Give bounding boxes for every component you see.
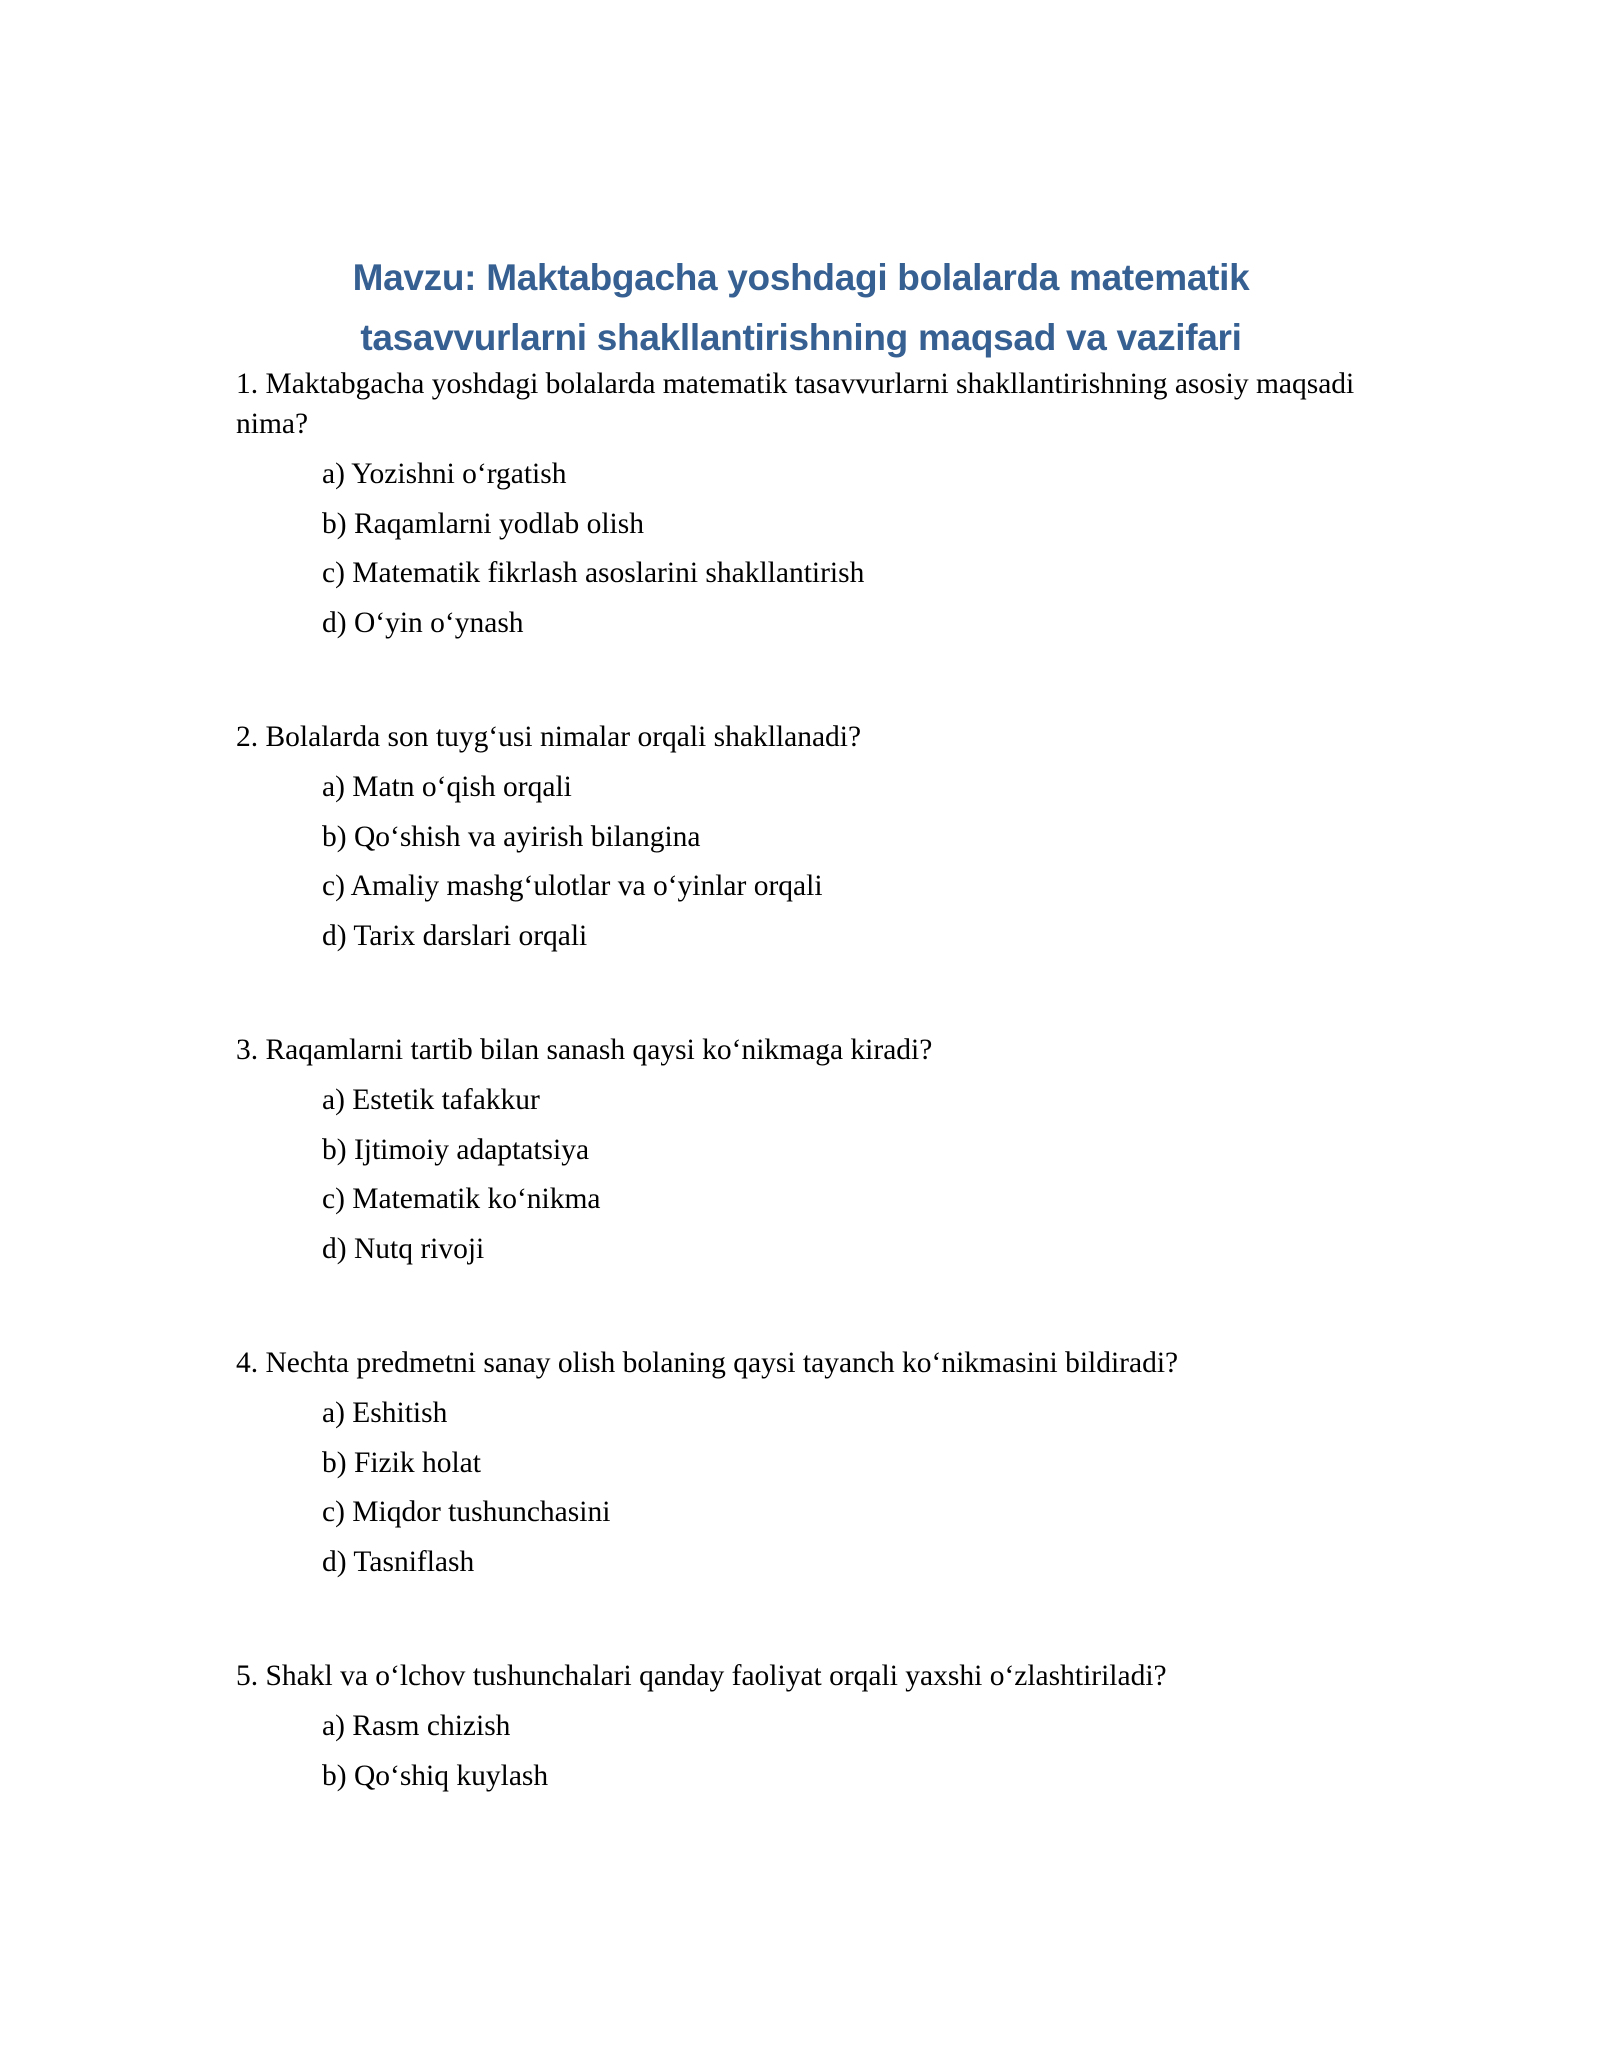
option-list <box>236 763 1366 961</box>
option-a: a) Matn o‘qish orqali <box>322 771 572 803</box>
question-1 <box>236 364 1366 648</box>
question-text: 4. Nechta predmetni sanay olish bolaning qaysi tayanch ko‘nikmasini bildiradi? <box>236 1347 1179 1379</box>
question-text: 5. Shakl va o‘lchov tushunchalari qanday faoliyat orqali yaxshi o‘zlashtiriladi? <box>236 1660 1167 1692</box>
option-c: c) Matematik ko‘nikma <box>322 1183 601 1215</box>
question-text: 2. Bolalarda son tuyg‘usi nimalar orqali shakllanadi? <box>236 721 862 753</box>
question-text: 1. Maktabgacha yoshdagi bolalarda matematik tasavvurlarni shakllantirishning asosiy maqsadi nima? <box>236 368 1355 440</box>
option-d: d) Nutq rivoji <box>322 1232 485 1265</box>
option-list <box>236 1702 1366 1801</box>
question-list <box>236 364 1366 1801</box>
document-title <box>236 248 1366 368</box>
option-a: a) Estetik tafakkur <box>322 1084 540 1116</box>
option-list <box>236 1076 1366 1274</box>
option-list <box>236 450 1366 648</box>
option-b: b) Ijtimoiy adaptatsiya <box>322 1133 590 1166</box>
option-d: d) Tasniflash <box>322 1545 475 1578</box>
option-b: b) Qo‘shiq kuylash <box>322 1759 549 1792</box>
option-d: d) O‘yin o‘ynash <box>322 606 524 639</box>
question-2 <box>236 717 1366 961</box>
title-line-1: Mavzu: Maktabgacha yoshdagi bolalarda matematik <box>352 257 1250 298</box>
title-line-2: tasavvurlarni shakllantirishning maqsad va vazifari <box>360 317 1242 358</box>
option-a: a) Rasm chizish <box>322 1710 511 1742</box>
question-5 <box>236 1656 1366 1801</box>
option-b: b) Fizik holat <box>322 1446 481 1479</box>
option-c: c) Amaliy mashg‘ulotlar va o‘yinlar orqali <box>322 870 823 902</box>
option-c: c) Miqdor tushunchasini <box>322 1496 611 1528</box>
option-b: b) Qo‘shish va ayirish bilangina <box>322 820 701 853</box>
question-3 <box>236 1030 1366 1274</box>
option-c: c) Matematik fikrlash asoslarini shakllantirish <box>322 557 865 589</box>
option-list <box>236 1389 1366 1587</box>
option-a: a) Yozishni o‘rgatish <box>322 458 567 490</box>
option-a: a) Eshitish <box>322 1397 448 1429</box>
question-text: 3. Raqamlarni tartib bilan sanash qaysi ko‘nikmaga kiradi? <box>236 1034 933 1066</box>
option-b: b) Raqamlarni yodlab olish <box>322 507 644 540</box>
question-4 <box>236 1343 1366 1587</box>
option-d: d) Tarix darslari orqali <box>322 919 588 952</box>
